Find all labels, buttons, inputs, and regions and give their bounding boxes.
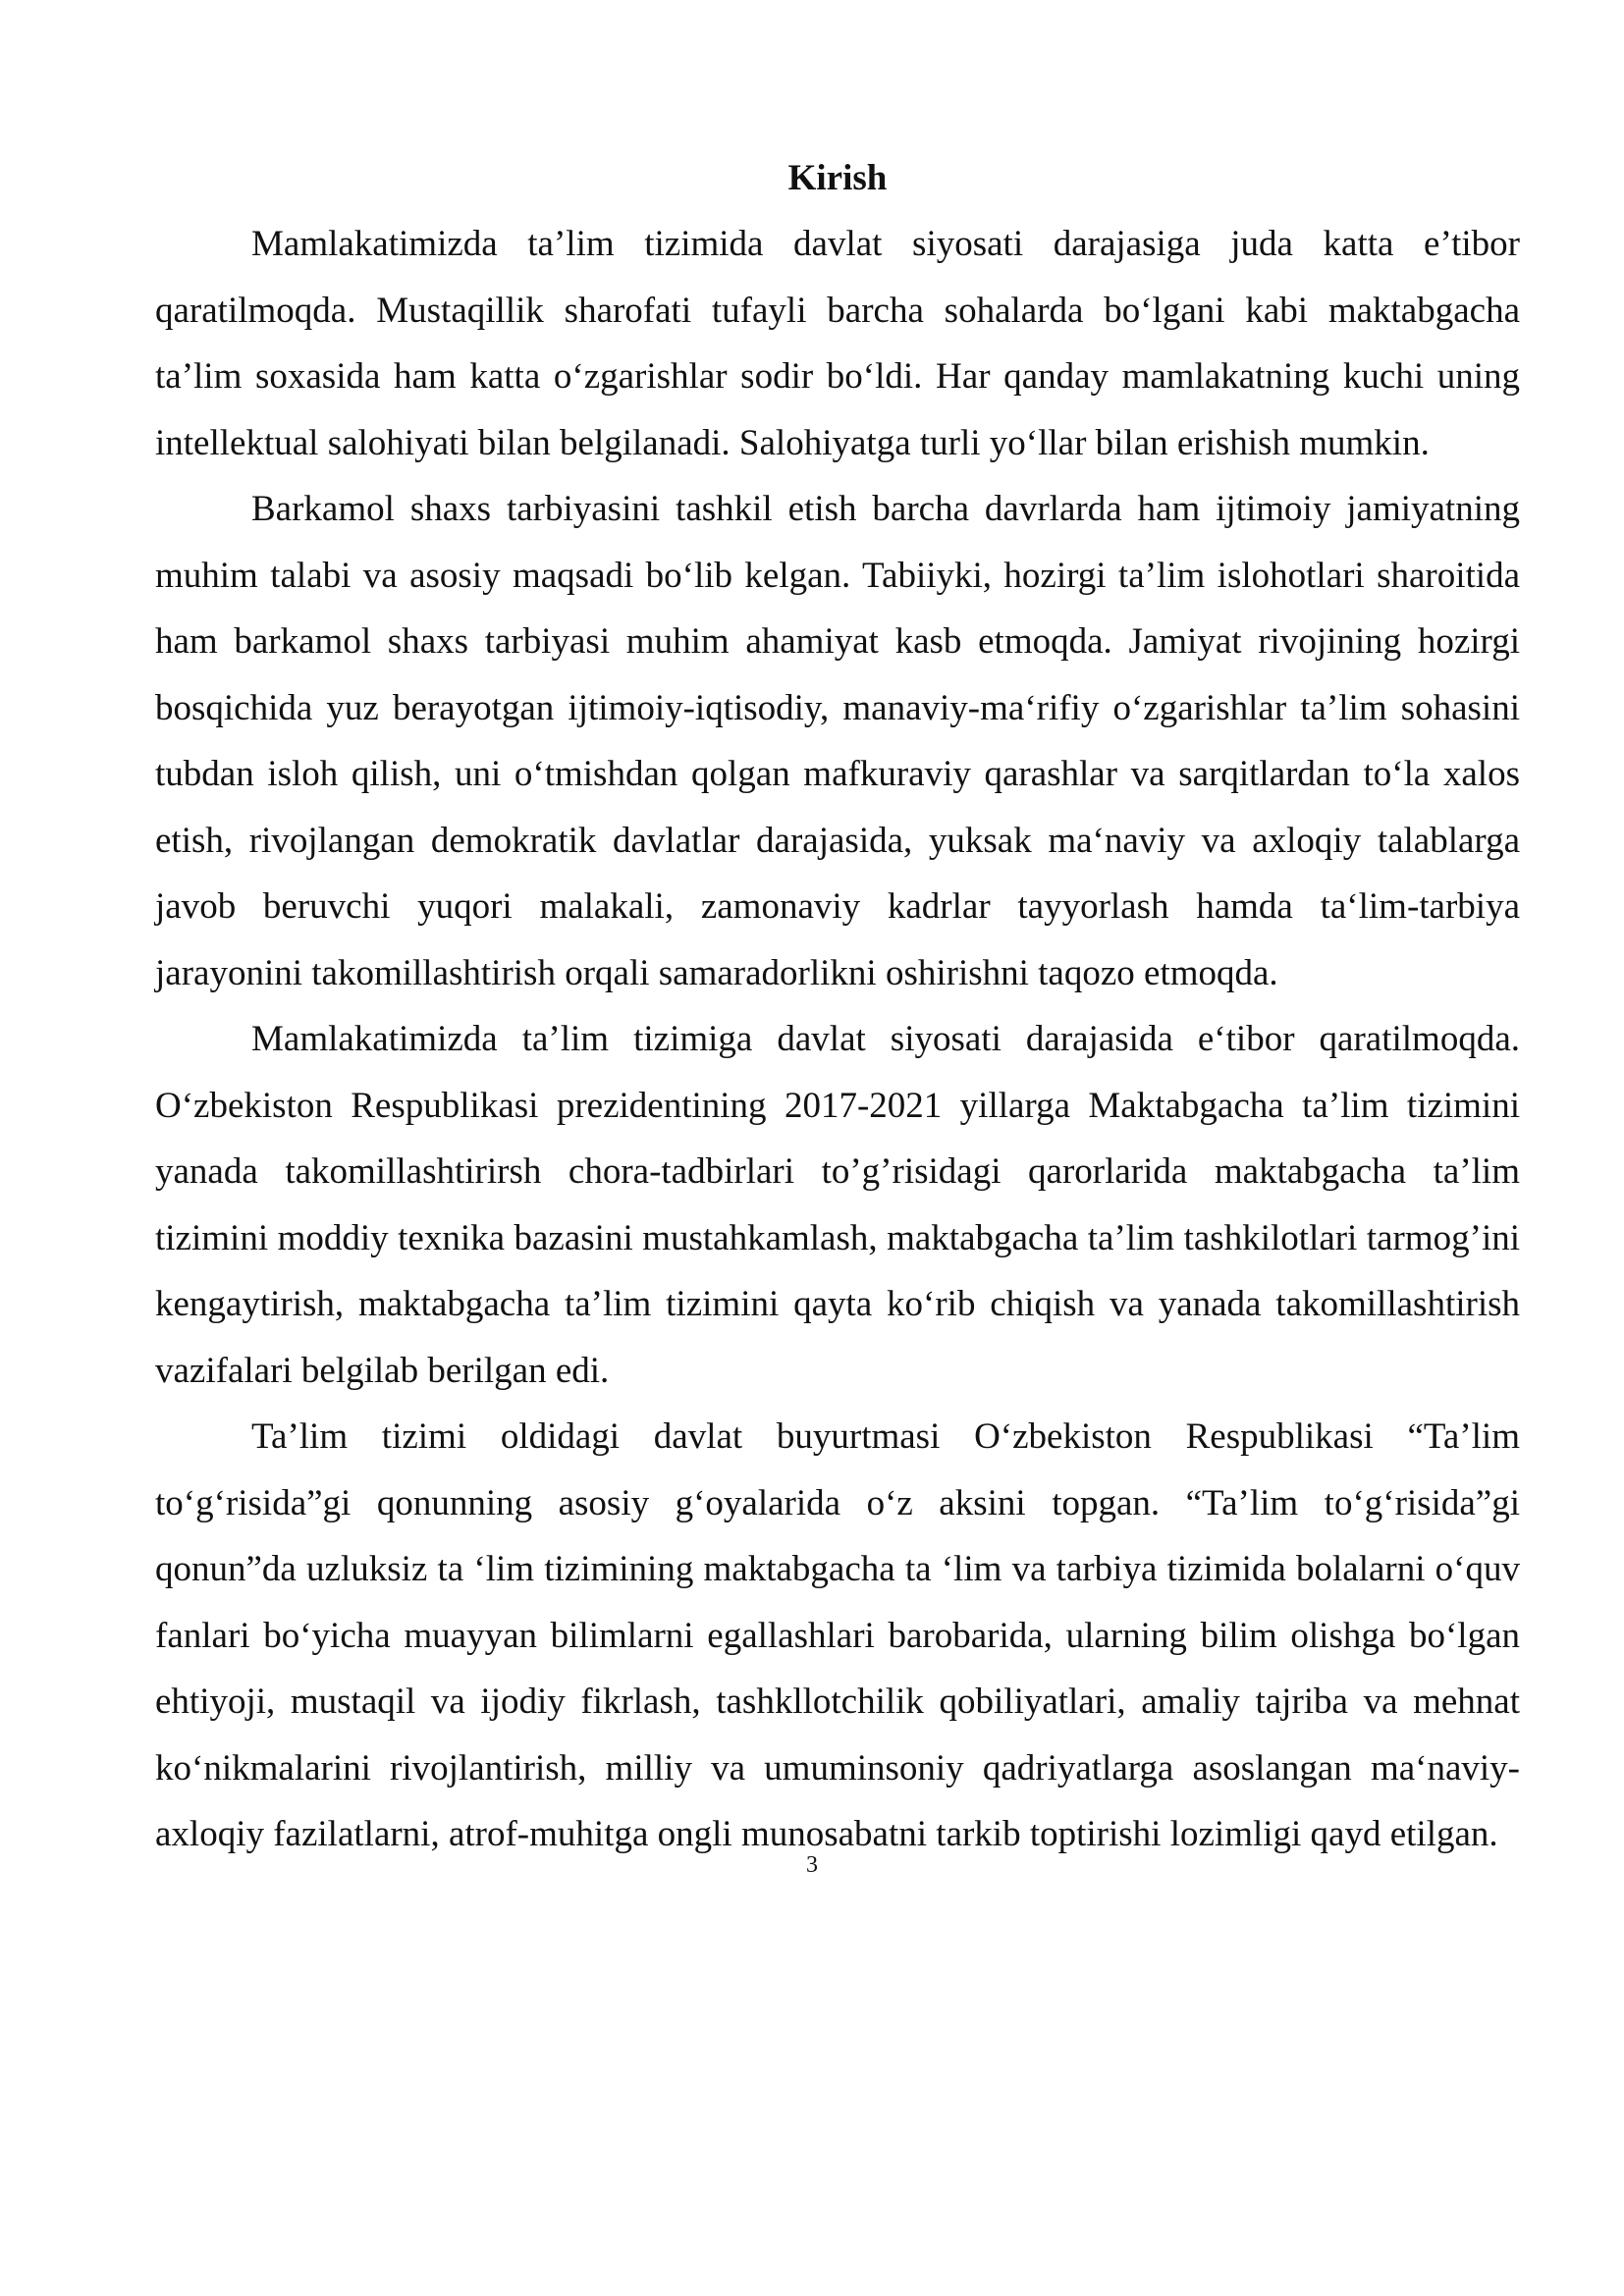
paragraph-1: Mamlakatimizda ta’lim tizimida davlat siyosati darajasiga juda katta e’tibor qaratilmoqda. Mustaqillik sharofati tufayli barcha sohalarda bo‘lgani kabi maktabgacha ta’lim soxasida ham katta o‘zgarishlar sodir bo‘ldi. Har qanday mamlakatning kuchi uning intellektual salohiyati bilan belgilanadi. Salohiyatga turli yo‘llar bilan erishish mumkin. bbox=[155, 224, 1520, 463]
document-title: Kirish bbox=[787, 158, 888, 198]
document-body bbox=[155, 145, 1520, 1868]
paragraph-3: Mamlakatimizda ta’lim tizimiga davlat siyosati darajasida e‘tibor qaratilmoqda. O‘zbekiston Respublikasi prezidentining 2017-2021 yillarga Maktabgacha ta’lim tizimini yanada takomillashtirirsh chora-tadbirlari to’g’risidagi qarorlarida maktabgacha ta’lim tizimini moddiy texnika bazasini mustahkamlash, maktabgacha ta’lim tashkilotlari tarmog’ini kengaytirish, maktabgacha ta’lim tizimini qayta ko‘rib chiqish va yanada takomillashtirish vazifalari belgilab berilgan edi. bbox=[155, 1019, 1520, 1391]
paragraph-4: Ta’lim tizimi oldidagi davlat buyurtmasi O‘zbekiston Respublikasi “Ta’lim to‘g‘risida”gi qonunning asosiy g‘oyalarida o‘z aksini topgan. “Ta’lim to‘g‘risida”gi qonun”da uzluksiz ta ‘lim tizimining maktabgacha ta ‘lim va tarbiya tizimida bolalarni o‘quv fanlari bo‘yicha muayyan bilimlarni egallashlari barobarida, ularning bilim olishga bo‘lgan ehtiyoji, mustaqil va ijodiy fikrlash, tashkllotchilik qobiliyatlari, amaliy tajriba va mehnat ko‘nikmalarini rivojlantirish, milliy va umuminsoniy qadriyatlarga asoslangan ma‘naviy-axloqiy fazilatlarni, atrof-muhitga ongli munosabatni tarkib toptirishi lozimligi qayd etilgan. bbox=[155, 1416, 1520, 1854]
paragraph-2: Barkamol shaxs tarbiyasini tashkil etish barcha davrlarda ham ijtimoiy jamiyatning muhim talabi va asosiy maqsadi bo‘lib kelgan. Tabiiyki, hozirgi ta’lim islohotlari sharoitida ham barkamol shaxs tarbiyasi muhim ahamiyat kasb etmoqda. Jamiyat rivojining hozirgi bosqichida yuz berayotgan ijtimoiy-iqtisodiy, manaviy-ma‘rifiy o‘zgarishlar ta’lim sohasini tubdan isloh qilish, uni o‘tmishdan qolgan mafkuraviy qarashlar va sarqitlardan to‘la xalos etish, rivojlangan demokratik davlatlar darajasida, yuksak ma‘naviy va axloqiy talablarga javob beruvchi yuqori malakali, zamonaviy kadrlar tayyorlash hamda ta‘lim-tarbiya jarayonini takomillashtirish orqali samaradorlikni oshirishni taqozo etmoqda. bbox=[155, 489, 1520, 993]
page-number: 3 bbox=[806, 1852, 818, 1878]
